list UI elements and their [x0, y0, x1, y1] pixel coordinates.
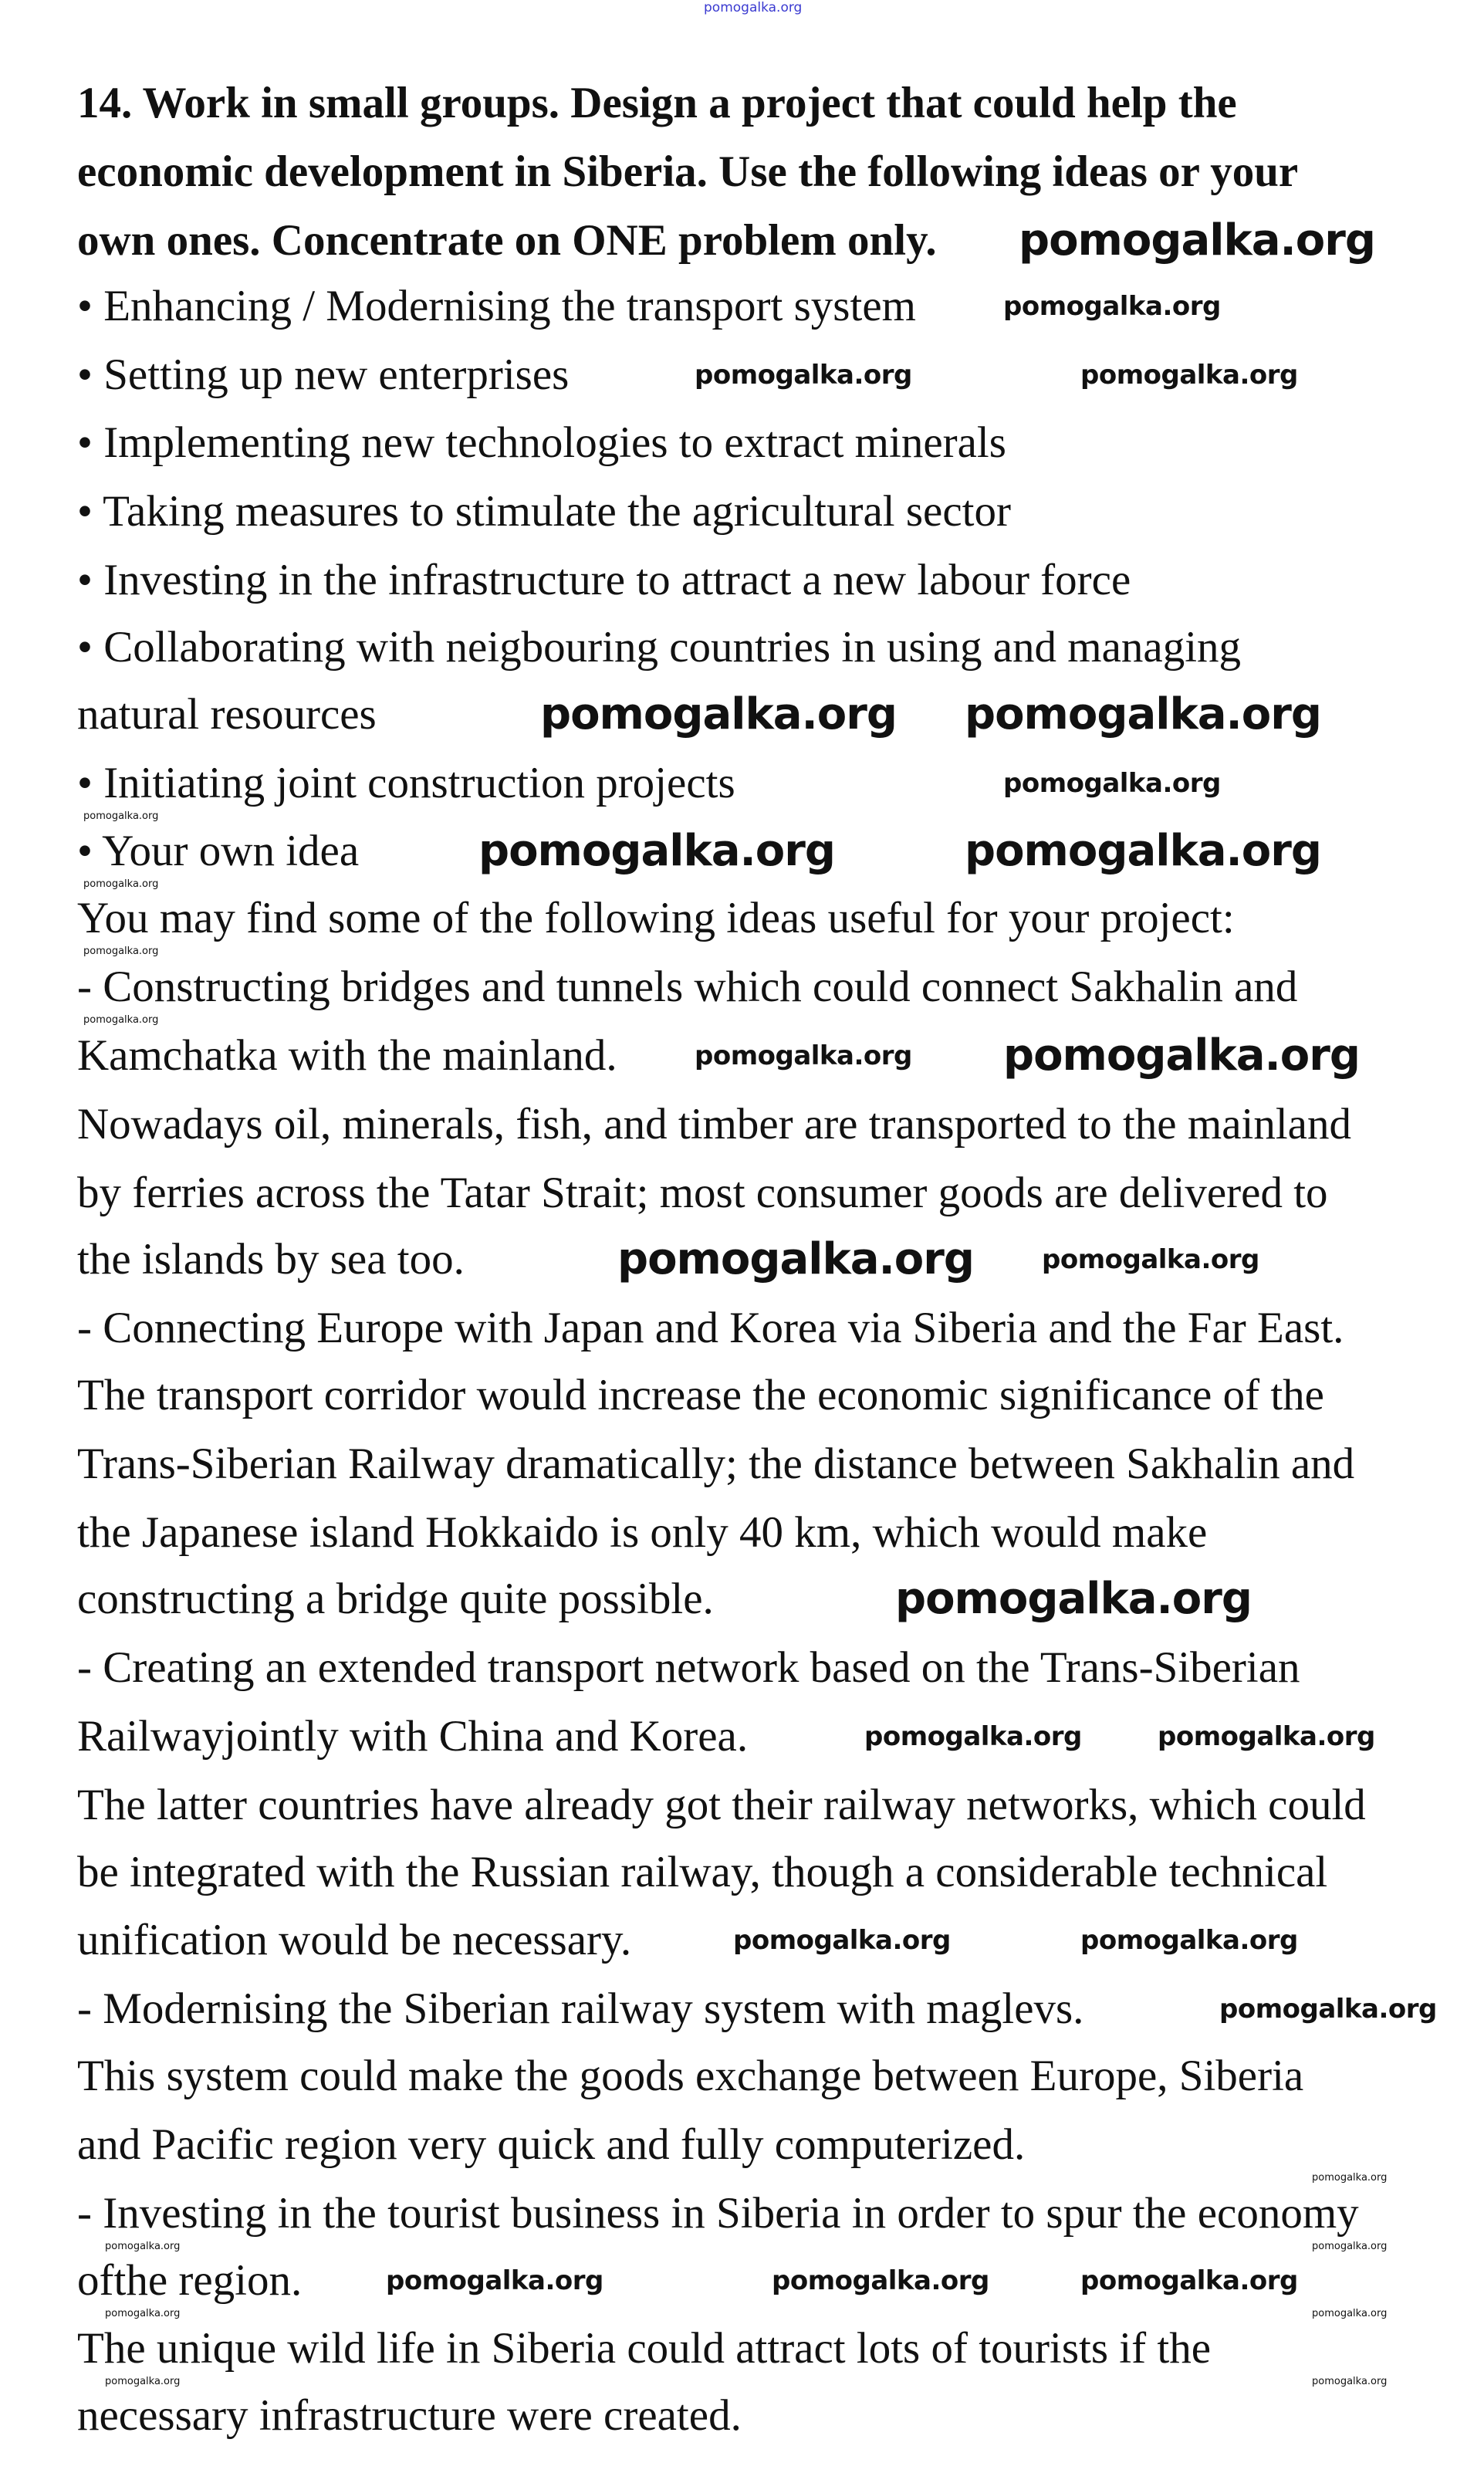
text-line: Nowadays oil, minerals, fish, and timber are transported to the mainland	[77, 1100, 1351, 1149]
text-line: necessary infrastructure were created.	[77, 2391, 742, 2440]
watermark: pomogalka.org	[1312, 2376, 1388, 2387]
watermark: pomogalka.org	[617, 1234, 974, 1284]
watermark: pomogalka.org	[478, 826, 835, 876]
text-line: You may find some of the following ideas useful for your project:	[77, 894, 1235, 942]
watermark: pomogalka.org	[1312, 2172, 1388, 2184]
text-line: and Pacific region very quick and fully computerized.	[77, 2120, 1026, 2169]
watermark: pomogalka.org	[965, 826, 1321, 876]
watermark: pomogalka.org	[695, 1040, 912, 1071]
text-line: • Enhancing / Modernising the transport system	[77, 282, 916, 330]
watermark: pomogalka.org	[895, 1574, 1252, 1624]
text-line: natural resources	[77, 690, 377, 739]
text-line: the Japanese island Hokkaido is only 40 km, which would make	[77, 1508, 1208, 1557]
watermark: pomogalka.org	[1003, 768, 1221, 799]
watermark: pomogalka.org	[1080, 1925, 1298, 1956]
watermark: pomogalka.org	[1003, 291, 1221, 322]
text-line: unification would be necessary.	[77, 1916, 632, 1964]
text-line: - Investing in the tourist business in Siberia in order to spur the economy	[77, 2189, 1359, 2238]
text-line: constructing a bridge quite possible.	[77, 1575, 714, 1623]
text-line: ofthe region.	[77, 2256, 303, 2305]
text-line: Railwayjointly with China and Korea.	[77, 1712, 749, 1761]
text-line: • Investing in the infrastructure to attract a new labour force	[77, 556, 1131, 604]
watermark: pomogalka.org	[1042, 1244, 1259, 1275]
watermark: pomogalka.org	[1158, 1721, 1375, 1752]
text-line: be integrated with the Russian railway, though a considerable technical	[77, 1848, 1328, 1896]
watermark: pomogalka.org	[1080, 360, 1298, 391]
watermark: pomogalka.org	[1019, 215, 1375, 266]
text-line: This system could make the goods exchange between Europe, Siberia	[77, 2052, 1304, 2100]
watermark: pomogalka.org	[83, 1014, 159, 1026]
task-heading-line: economic development in Siberia. Use the following ideas or your	[77, 147, 1299, 196]
watermark: pomogalka.org	[1312, 2308, 1388, 2319]
watermark: pomogalka.org	[864, 1721, 1082, 1752]
text-line: - Constructing bridges and tunnels which could connect Sakhalin and	[77, 962, 1298, 1011]
text-line: The unique wild life in Siberia could attract lots of tourists if the	[77, 2324, 1212, 2373]
watermark: pomogalka.org	[83, 946, 159, 957]
watermark: pomogalka.org	[105, 2376, 181, 2387]
text-line: Trans-Siberian Railway dramatically; the distance between Sakhalin and	[77, 1439, 1355, 1488]
text-line: • Initiating joint construction projects	[77, 759, 735, 807]
text-line: - Connecting Europe with Japan and Korea via Siberia and the Far East.	[77, 1304, 1344, 1352]
watermark: pomogalka.org	[965, 689, 1321, 739]
watermark: pomogalka.org	[1080, 2265, 1298, 2296]
watermark: pomogalka.org	[105, 2241, 181, 2252]
text-line: • Collaborating with neigbouring countries in using and managing	[77, 623, 1242, 672]
text-line: the islands by sea too.	[77, 1235, 465, 1284]
text-line: • Taking measures to stimulate the agricultural sector	[77, 487, 1011, 536]
watermark: pomogalka.org	[695, 360, 912, 391]
watermark: pomogalka.org	[540, 689, 897, 739]
text-line: - Modernising the Siberian railway system with maglevs.	[77, 1984, 1084, 2033]
text-line: • Setting up new enterprises	[77, 350, 570, 399]
watermark: pomogalka.org	[772, 2265, 989, 2296]
watermark: pomogalka.org	[83, 810, 159, 822]
watermark: pomogalka.org	[105, 2308, 181, 2319]
header-watermark: pomogalka.org	[704, 0, 803, 15]
text-line: Kamchatka with the mainland.	[77, 1031, 617, 1080]
text-line: • Your own idea	[77, 827, 360, 875]
task-heading-line: 14. Work in small groups. Design a project that could help the	[77, 79, 1237, 127]
watermark: pomogalka.org	[83, 878, 159, 890]
text-line: The latter countries have already got their railway networks, which could	[77, 1781, 1366, 1829]
text-line: The transport corridor would increase the economic significance of the	[77, 1371, 1324, 1419]
task-heading-line: own ones. Concentrate on ONE problem only.	[77, 216, 937, 265]
watermark: pomogalka.org	[386, 2265, 603, 2296]
watermark: pomogalka.org	[1219, 1994, 1437, 2025]
text-line: • Implementing new technologies to extract minerals	[77, 418, 1006, 467]
watermark: pomogalka.org	[1312, 2241, 1388, 2252]
watermark: pomogalka.org	[733, 1925, 951, 1956]
text-line: by ferries across the Tatar Strait; most consumer goods are delivered to	[77, 1169, 1328, 1217]
watermark: pomogalka.org	[1003, 1030, 1360, 1081]
text-line: - Creating an extended transport network based on the Trans-Siberian	[77, 1643, 1300, 1692]
